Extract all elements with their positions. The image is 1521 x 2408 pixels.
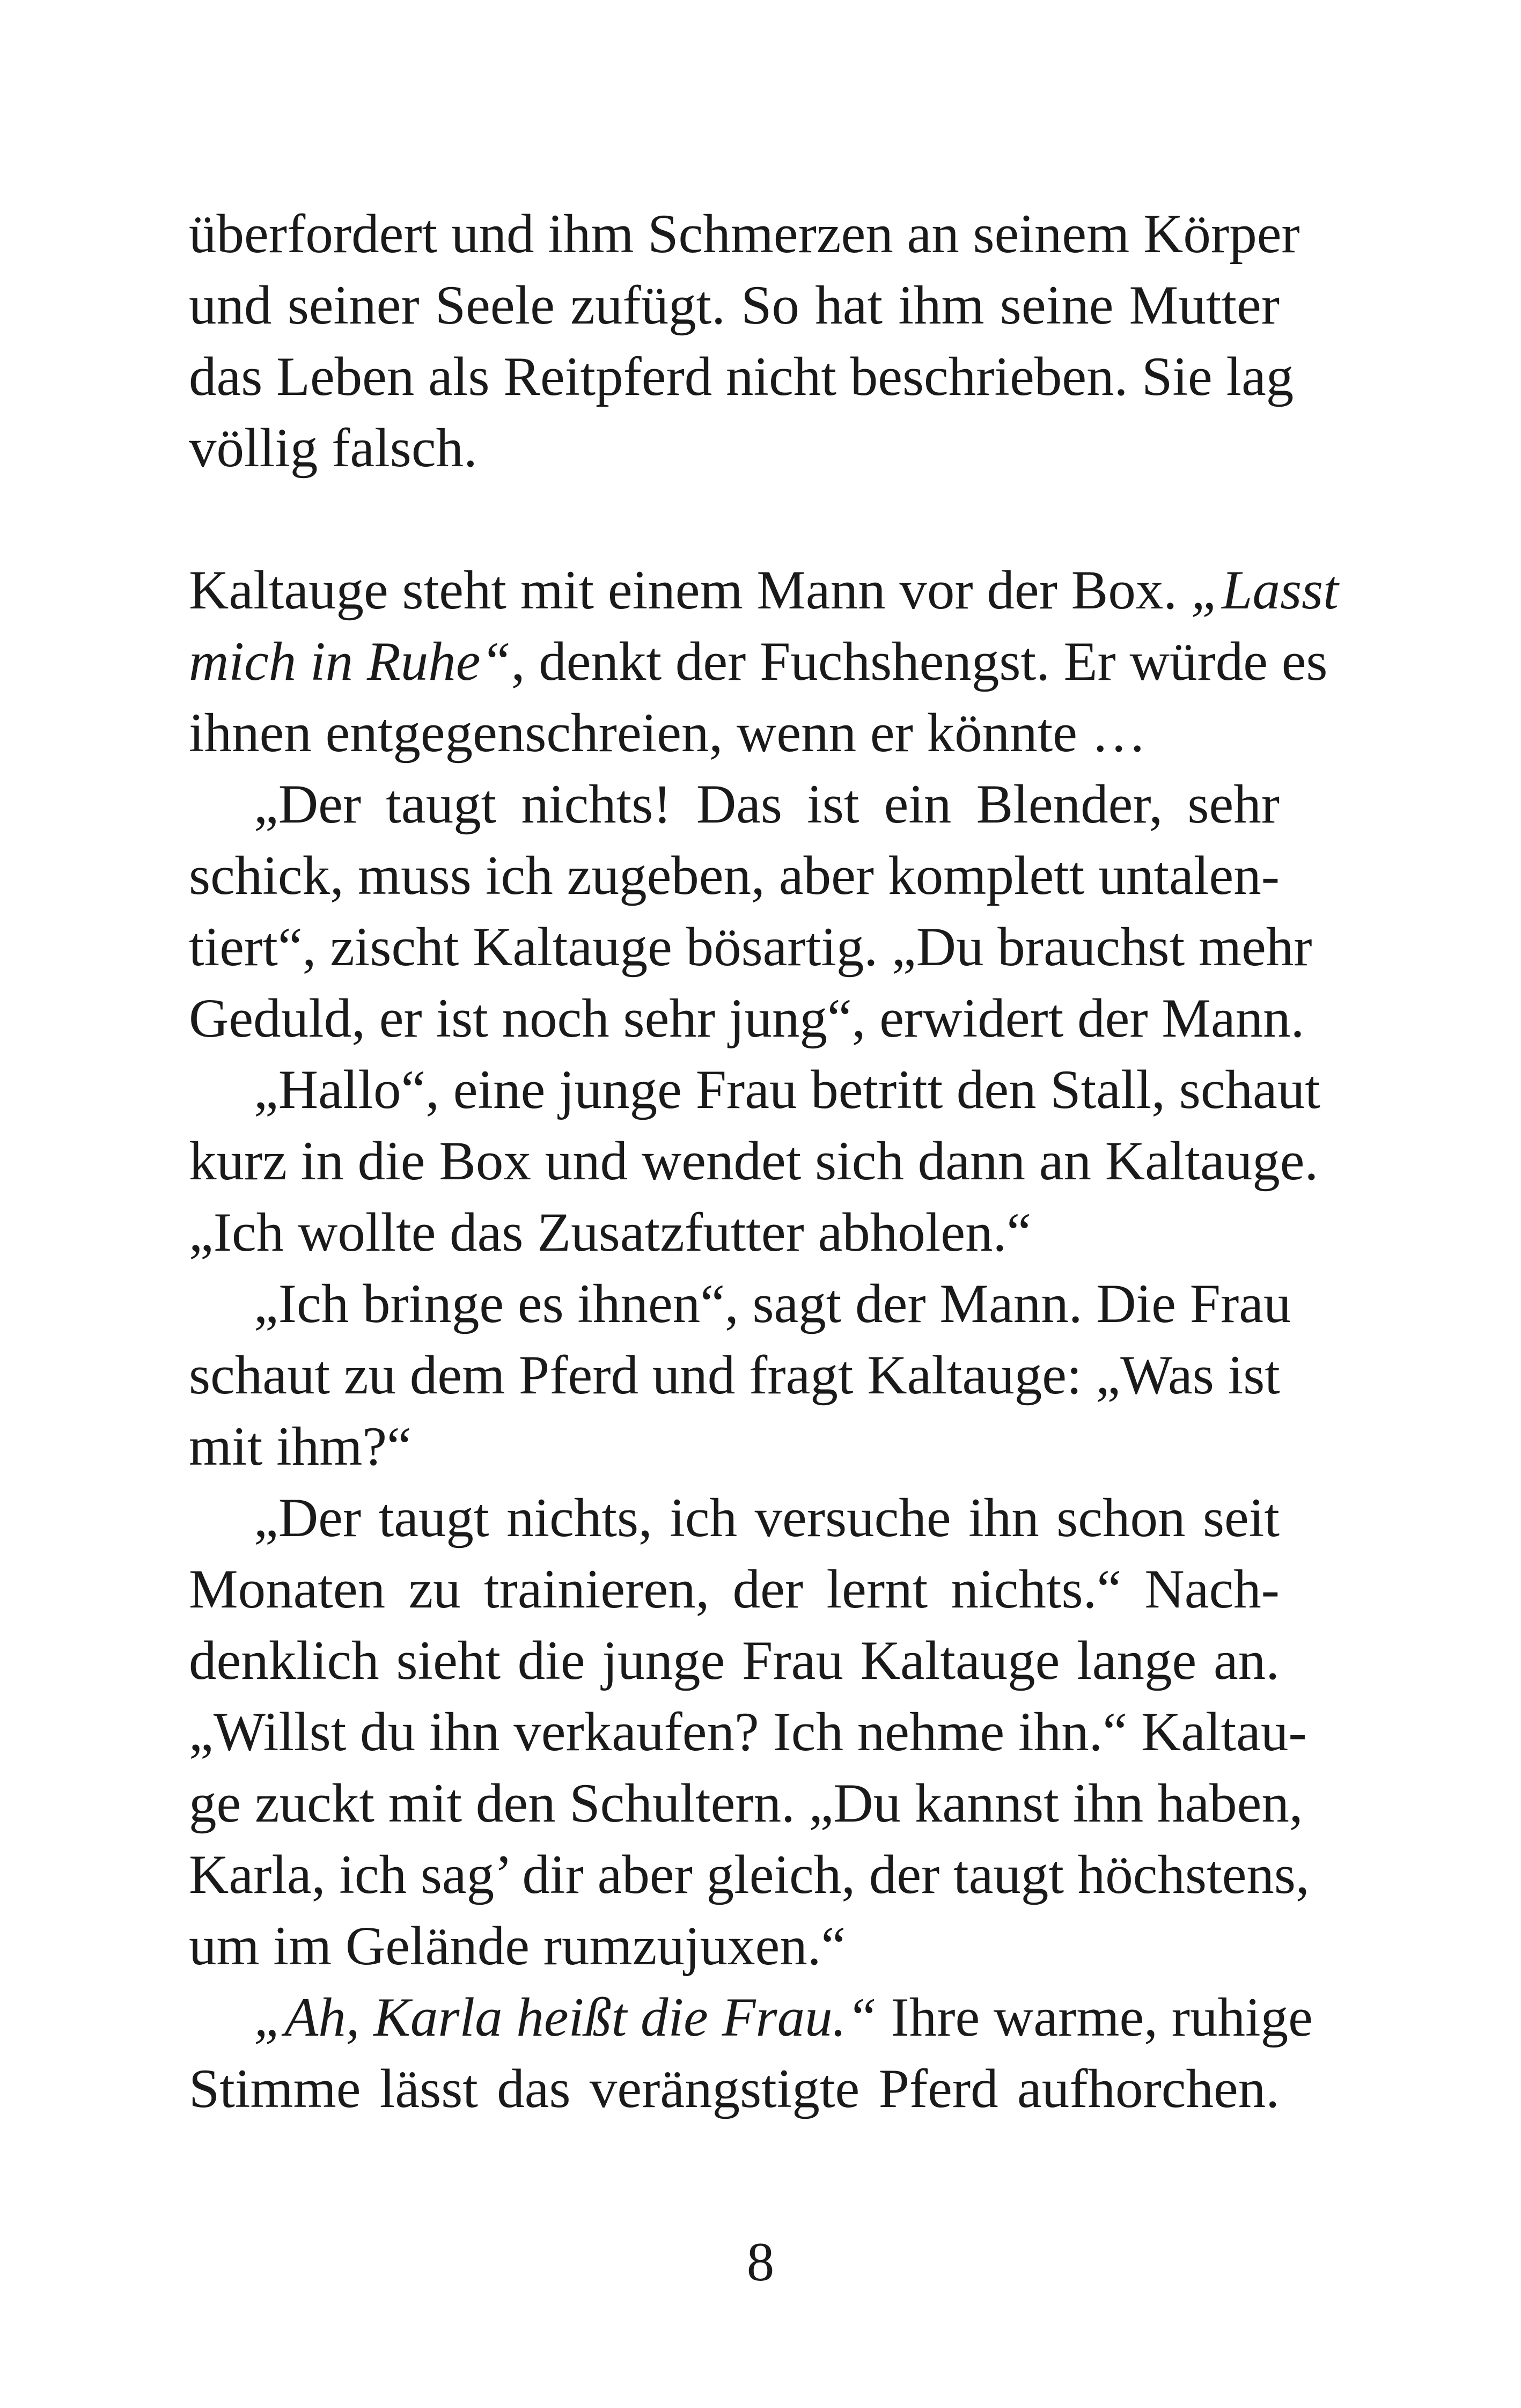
text-line: um im Gelände rumzujuxen.“: [189, 1915, 846, 1977]
text-line: mit ihm?“: [189, 1416, 412, 1477]
text-line: [189, 696, 1280, 769]
text-line: schick, muss ich zugeben, aber komplett untalen-: [189, 845, 1280, 906]
italic-text-run: „Ah, Karla heißt die Frau.“: [254, 1987, 877, 2048]
text-line: „Ich wollte das Zusatzfutter abholen.“: [189, 1202, 1032, 1263]
text-line: „Hallo“, eine junge Frau betritt den Stall, schaut: [254, 1059, 1320, 1120]
text-line: Karla, ich sag’ dir aber gleich, der taugt höchstens,: [189, 1844, 1310, 1905]
text-line: Monaten zu trainieren, der lernt nichts.“ Nach-: [189, 1559, 1280, 1620]
text-line: denklich sieht die junge Frau Kaltauge lange an.: [189, 1630, 1280, 1691]
text-line: schaut zu dem Pferd und fragt Kaltauge: „Was ist: [189, 1345, 1280, 1406]
text-run: Kaltauge steht mit einem Mann vor der Box.: [189, 560, 1191, 621]
text-line: das Leben als Reitpferd nicht beschrieben. Sie lag: [189, 346, 1294, 407]
text-run: Stimme lässt das verängstigte Pferd aufhorchen.: [189, 2058, 1280, 2119]
text-line: „Der taugt nichts, ich versuche ihn schon seit: [254, 1487, 1280, 1548]
text-line: [189, 554, 1339, 627]
text-run: ihnen entgegenschreien, wenn er könnte …: [189, 702, 1147, 763]
text-line: tiert“, zischt Kaltauge bösartig. „Du brauchst mehr: [189, 916, 1312, 978]
text-line: völlig falsch.: [189, 417, 477, 479]
text-line: überfordert und ihm Schmerzen an seinem Körper: [189, 203, 1300, 265]
italic-text-run: „Lasst: [1191, 560, 1339, 621]
text-line: Geduld, er ist noch sehr jung“, erwidert der Mann.: [189, 988, 1305, 1049]
text-run: Ihre warme, ruhige: [877, 1987, 1313, 2048]
text-line: [189, 2052, 1280, 2125]
text-line: [189, 625, 1328, 698]
text-line: [254, 1981, 1313, 2054]
page-number: 8: [746, 2231, 775, 2293]
text-line: „Willst du ihn verkaufen? Ich nehme ihn.“ Kaltau-: [189, 1701, 1307, 1763]
italic-text-run: mich in Ruhe“: [189, 631, 511, 692]
text-line: „Der taugt nichts! Das ist ein Blender, sehr: [254, 774, 1280, 835]
text-line: ge zuckt mit den Schultern. „Du kannst ihn haben,: [189, 1773, 1303, 1834]
text-line: „Ich bringe es ihnen“, sagt der Mann. Die Frau: [254, 1273, 1291, 1334]
text-run: , denkt der Fuchshengst. Er würde es: [511, 631, 1328, 692]
text-line: kurz in die Box und wendet sich dann an Kaltauge.: [189, 1130, 1319, 1192]
text-line: und seiner Seele zufügt. So hat ihm seine Mutter: [189, 275, 1280, 336]
